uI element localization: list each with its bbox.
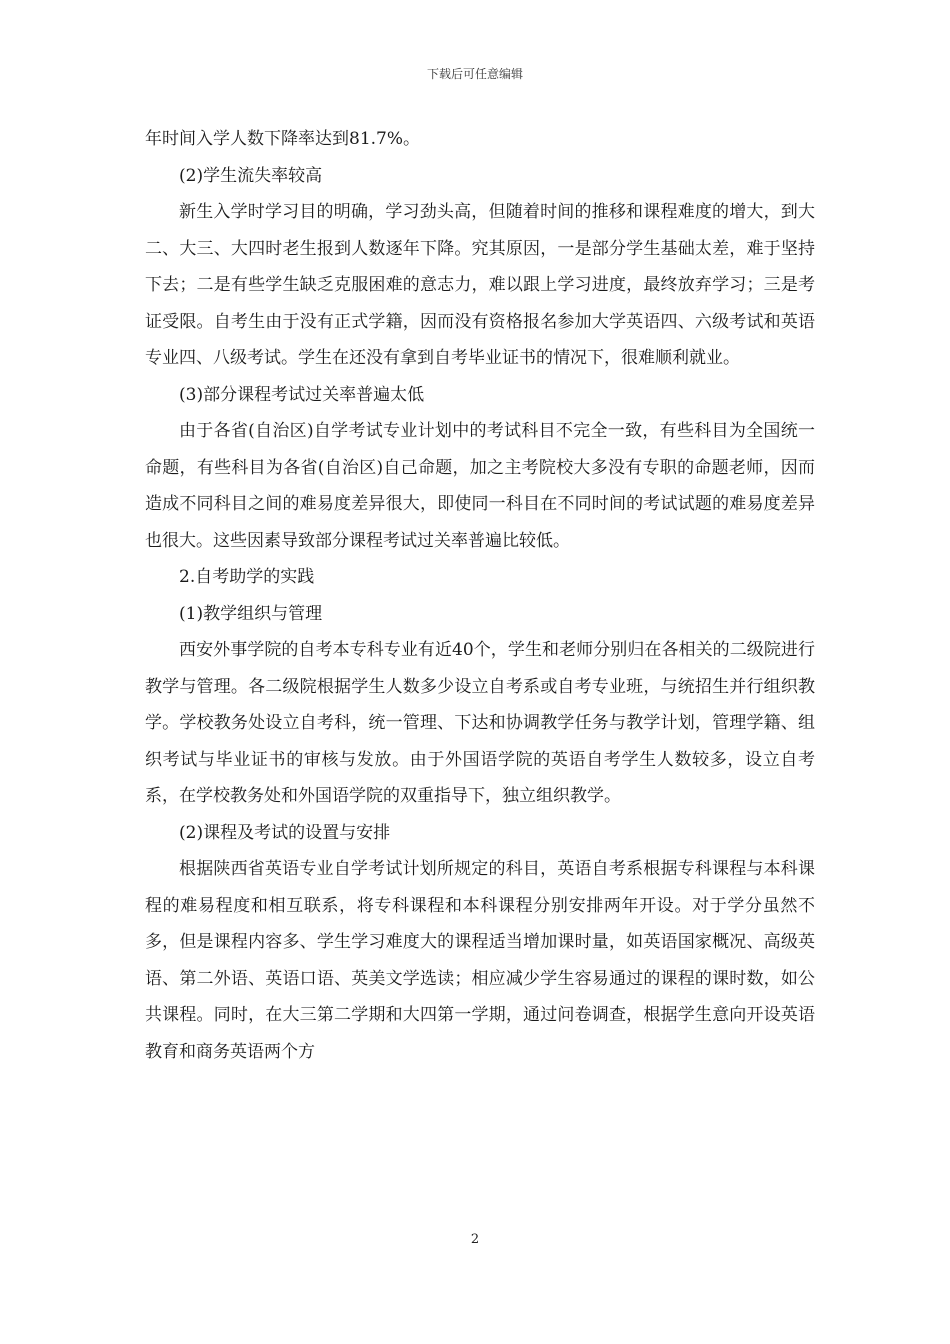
subheading-student-dropout: (2)学生流失率较高 bbox=[179, 165, 323, 186]
subheading-course-exam-arrangement: (2)课程及考试的设置与安排 bbox=[179, 822, 391, 843]
paragraph-teaching-management: 西安外事学院的自考本专科专业有近40个，学生和老师分别归在各相关的二级院进行教学与管理。各二级院根据学生人数多少设立自考系或自考专业班，与统招生并行组织教学。学校教务处设立自考科，统一管理、下达和协调教学任务与教学计划，管理学籍、组织考试与毕业证书的审核与发放。由于外国语学院的英语自考学生人数较多，设立自考系，在学校教务处和外国语学院的双重指导下，独立组织教学。 bbox=[145, 640, 815, 806]
paragraph-pass-rate-reasons: 由于各省(自治区)自学考试专业计划中的考试科目不完全一致，有些科目为全国统一命题，有些科目为各省(自治区)自己命题，加之主考院校大多没有专职的命题老师，因而造成不同科目之间的难易度差异很大，即使同一科目在不同时间的考试试题的难易度差异也很大。这些因素导致部分课程考试过关率普遍比较低。 bbox=[145, 421, 815, 551]
paragraph-dropout-reasons: 新生入学时学习目的明确，学习劲头高，但随着时间的推移和课程难度的增大，到大二、大三、大四时老生报到人数逐年下降。究其原因，一是部分学生基础太差，难于坚持下去；二是有些学生缺乏克服困难的意志力，难以跟上学习进度，最终放弃学习；三是考证受限。自考生由于没有正式学籍，因而没有资格报名参加大学英语四、六级考试和英语专业四、八级考试。学生在还没有拿到自考毕业证书的情况下，很难顺利就业。 bbox=[145, 202, 815, 368]
subheading-teaching-management: (1)教学组织与管理 bbox=[179, 603, 323, 624]
paragraph-course-exam-arrangement: 根据陕西省英语专业自学考试计划所规定的科目，英语自考系根据专科课程与本科课程的难易程度和相互联系，将专科课程和本科课程分别安排两年开设。对于学分虽然不多，但是课程内容多、学生学习难度大的课程适当增加课时量，如英语国家概况、高级英语、第二外语、英语口语、英美文学选读；相应减少学生容易通过的课程的课时数，如公共课程。同时，在大三第二学期和大四第一学期，通过问卷调查，根据学生意向开设英语教育和商务英语两个方 bbox=[145, 859, 815, 1062]
document-body bbox=[145, 121, 815, 1070]
section-heading-practice: 2.自考助学的实践 bbox=[179, 567, 315, 587]
subheading-low-pass-rate: (3)部分课程考试过关率普遍太低 bbox=[179, 384, 425, 405]
paragraph-continuation: 年时间入学人数下降率达到81.7%。 bbox=[145, 129, 421, 149]
page-number: 2 bbox=[470, 1232, 480, 1247]
page-header: 下载后可任意编辑 bbox=[426, 67, 523, 81]
